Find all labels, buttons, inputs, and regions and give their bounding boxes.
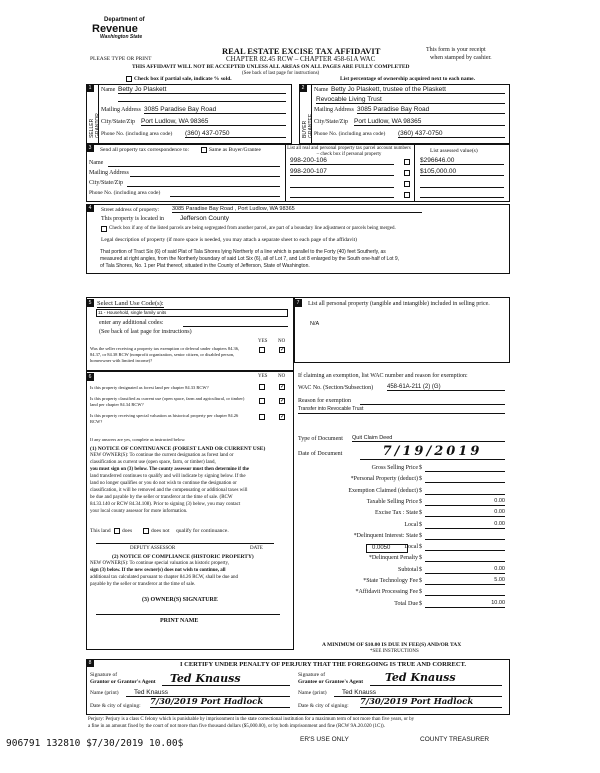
partial-sale-checkbox[interactable] xyxy=(126,76,132,82)
tax-row-dollar: $ xyxy=(419,544,422,550)
tax-row-value[interactable] xyxy=(425,475,505,483)
tax-row-label: Gross Selling Price xyxy=(371,465,418,471)
s3-mailing-label: Mailing Address xyxy=(89,170,129,176)
doc-type-field[interactable]: Quit Claim Deed xyxy=(352,435,505,442)
notice-2-line-2: sign (3) below. If the new owner(s) does not wish to continue, all xyxy=(90,568,226,573)
perjury-line-2: a fine in an amount fixed by the court of not more than five thousand dollars ($5,000.00), or by both imprisonment and fine (RCW 9A.20.020 (1C)). xyxy=(88,724,385,729)
grantee-date-field[interactable]: 7/30/2019 Port Hadlock xyxy=(360,697,502,708)
notice-2-line-4: payable by the seller or transferor at the time of sale. xyxy=(90,582,196,587)
county-treasurer-label: COUNTY TREASURER xyxy=(420,736,490,743)
notice-1-line-4: land transferred continues to qualify and will indicate by signing below. If the xyxy=(90,474,246,479)
land-does-checkbox[interactable] xyxy=(114,528,120,534)
grantee-sig-label-1: Signature of xyxy=(298,672,326,678)
tax-row-label: *Affidavit Processing Fee xyxy=(355,589,418,595)
street-label: Street address of property: xyxy=(101,207,160,213)
seller-mailing-field[interactable]: 3085 Paradise Bay Road xyxy=(144,106,286,114)
notice-1-line-2: classification as current use (open space, farm, or timber) land, xyxy=(90,460,216,465)
parcel-1-personal-checkbox[interactable] xyxy=(404,159,410,165)
s5-no: NO xyxy=(278,339,286,344)
tax-row-dollar: $ xyxy=(419,488,422,494)
county-field[interactable]: Jefferson County xyxy=(180,215,230,222)
s3-phone-label: Phone No. (including area code) xyxy=(89,190,161,196)
exemption-claim-label: If claiming an exemption, list WAC number and reason for exemption: xyxy=(298,373,468,379)
owner-signature-label: (3) OWNER(S) SIGNATURE xyxy=(142,597,218,603)
land-does-not-checkbox[interactable] xyxy=(143,528,149,534)
buyer-mailing-label: Mailing Address xyxy=(314,107,354,113)
land-does-not-label: does not xyxy=(151,528,170,534)
s6-question-3: Is this property receiving special valuation as historical property per chapter 84.26 RCW? xyxy=(90,413,239,424)
notice-1-line-8: 84.33.140 or RCW 84.34.108). Prior to signing (3) below, you may contact xyxy=(90,502,241,507)
notice-2-line-1: NEW OWNER(S): To continue special valuation as historic property, xyxy=(90,561,229,566)
tax-row-label: Taxable Selling Price xyxy=(366,499,418,505)
s6-q2-yes-checkbox[interactable] xyxy=(259,398,265,404)
tax-row-value[interactable]: 0.00 xyxy=(425,498,505,506)
print-name-label: PRINT NAME xyxy=(160,618,199,624)
land-use-value: 11 - Household, single family units xyxy=(98,310,167,315)
tax-row-dollar: $ xyxy=(419,476,422,482)
tax-row-dollar: $ xyxy=(419,522,422,528)
local-rate-value: 0.0050 xyxy=(372,545,391,551)
land-does-label: does xyxy=(122,528,133,534)
land-use-see-back: (See back of last page for instructions) xyxy=(99,329,192,335)
s6-q1-no-checkbox[interactable]: ✓ xyxy=(280,384,286,390)
notice-1-title: (1) NOTICE OF CONTINUANCE (FOREST LAND OR CURRENT USE) xyxy=(90,446,266,452)
values-header: List assessed value(s) xyxy=(430,148,478,154)
grantor-signature: Ted Knauss xyxy=(170,672,241,685)
s6-no: NO xyxy=(278,374,286,379)
buyer-phone-field[interactable]: (360) 437-0750 xyxy=(398,130,505,138)
section-4-number: 4 xyxy=(86,204,94,212)
s6-q3-yes-checkbox[interactable] xyxy=(259,414,265,420)
section-6-number: 6 xyxy=(86,373,94,381)
tax-row-dollar: $ xyxy=(419,465,422,471)
s3-name-label: Name xyxy=(89,160,104,166)
deputy-assessor-label: DEPUTY ASSESSOR xyxy=(130,546,176,551)
s6-q3-no-checkbox[interactable]: ✓ xyxy=(280,414,286,420)
parcel-4-personal-checkbox[interactable] xyxy=(404,192,410,198)
tax-row-value[interactable] xyxy=(425,554,505,562)
tax-row-value[interactable]: 5.00 xyxy=(425,577,505,585)
tax-row-label: Excise Tax : State xyxy=(375,510,418,516)
notice-1-line-5: land no longer qualifies or you do not wish to continue the designation or xyxy=(90,481,237,486)
s6-question-1: Is this property designated as forest land per chapter 84.33 RCW? xyxy=(90,385,209,390)
land-use-label: Select Land Use Code(s): xyxy=(97,300,164,307)
notice-1-line-3: you must sign on (3) below. The county assessor must then determine if the xyxy=(90,467,249,472)
grantee-date-label: Date & city of signing: xyxy=(298,703,349,709)
notice-1-line-6: classification, it will be removed and the compensating or additional taxes will xyxy=(90,488,248,493)
tax-row-label: *Delinquent Interest: State xyxy=(353,533,418,539)
buyer-phone-label: Phone No. (including area code) xyxy=(314,131,386,137)
legal-line-2: measured at right angles, from the Northerly boundary of said Lot Six (6), all of Lot 7, and Lot 8 enlarged by the South one-half of Lot 9, xyxy=(100,256,400,262)
s5-yes: YES xyxy=(258,339,268,344)
value-1-field[interactable]: $296646.00 xyxy=(420,157,504,165)
qualify-label: qualify for continuance. xyxy=(176,528,229,534)
value-2-field[interactable]: $105,000.00 xyxy=(420,168,504,176)
tax-row-value[interactable]: 0.00 xyxy=(425,509,505,517)
partial-sale-label: Check box if partial sale, indicate % sold. xyxy=(134,76,232,82)
assessor-date-label: DATE xyxy=(250,546,263,551)
tax-row-value[interactable] xyxy=(425,543,505,551)
personal-property-label: List all personal property (tangible and intangible) included in selling price. xyxy=(308,301,490,307)
grantee-name-field[interactable]: Ted Knauss xyxy=(334,689,502,697)
form-chapter: CHAPTER 82.45 RCW – CHAPTER 458-61A WAC xyxy=(226,55,376,63)
tax-row-label: *Delinquent Penalty xyxy=(368,555,418,561)
section-7-number: 7 xyxy=(294,299,302,307)
located-label: This property is located in xyxy=(101,216,164,222)
form-see-back: (See back of last page for instructions) xyxy=(242,71,320,76)
tax-row-label: Local xyxy=(404,522,418,528)
form-title: REAL ESTATE EXCISE TAX AFFIDAVIT xyxy=(222,46,381,56)
dor-logo xyxy=(92,17,145,41)
notice-1-line-9: your local county assessor for more information. xyxy=(90,509,188,514)
section-5-number: 5 xyxy=(86,299,94,307)
parcel-2-personal-checkbox[interactable] xyxy=(404,170,410,176)
seller-side-label: SELLER GRANTOR xyxy=(89,113,101,138)
buyer-city-field[interactable]: Port Ludlow, WA 98365 xyxy=(354,118,505,126)
notice-1-line-7: be due and payable by the seller or transferor at the time of sale. (RCW xyxy=(90,495,233,500)
grantor-name-label: Name (print) xyxy=(90,690,119,696)
tax-row-value[interactable] xyxy=(425,487,505,495)
section-1-number: 1 xyxy=(86,84,94,92)
tax-row-dollar: $ xyxy=(419,589,422,595)
parcel-3-personal-checkbox[interactable] xyxy=(404,181,410,187)
same-as-buyer-checkbox[interactable] xyxy=(201,147,207,153)
s5-q1-yes-checkbox[interactable] xyxy=(259,347,265,353)
s6-q2-no-checkbox[interactable]: ✓ xyxy=(280,398,286,404)
reason-label: Reason for exemption xyxy=(298,398,351,404)
grantor-name-field[interactable]: Ted Knauss xyxy=(126,689,290,697)
county-stamp: 906791 132810 $7/30/2019 10.00$ xyxy=(6,738,184,749)
percentage-note: List percentage of ownership acquired next to each name. xyxy=(340,76,475,82)
tax-row-value[interactable]: 0.00 xyxy=(425,566,505,574)
tax-row-label: *Personal Property (deduct) xyxy=(350,476,418,482)
tax-row-dollar: $ xyxy=(419,533,422,539)
street-field[interactable]: 3085 Paradise Bay Road , Port Ludlow, WA 98365 xyxy=(172,206,422,213)
wac-field[interactable]: 458-61A-211 (2) (G) xyxy=(387,384,505,391)
see-instructions-note: *SEE INSTRUCTIONS xyxy=(370,649,419,654)
seller-name-label: Name xyxy=(101,87,116,93)
notice-2-title: (2) NOTICE OF COMPLIANCE (HISTORIC PROPERTY) xyxy=(112,554,254,560)
buyer-name-label: Name xyxy=(314,87,329,93)
s6-question-2: Is this property classified as current use (open space, farm and agricultural, or timber) land per chapter 84.34 RCW? xyxy=(90,396,245,407)
s5-question-1: Was the seller receiving a property tax exemption or deferral under chapters 84.36, 84.37, or 84.38 RCW (nonprofit organization, senior citizen, or disabled person, homeowner with limited income)? xyxy=(90,346,240,363)
personal-property-value[interactable]: N/A xyxy=(310,321,320,327)
tax-row-label: Local xyxy=(404,544,418,550)
tax-row-label: Total Due xyxy=(394,601,418,607)
logo-line2: Revenue xyxy=(92,23,138,35)
wac-label: WAC No. (Section/Subsection) xyxy=(298,385,374,391)
grantor-sig-label-1: Signature of xyxy=(90,672,118,678)
notice-2-line-3: additional tax calculated pursuant to chapter 84.26 RCW, shall be due and xyxy=(90,575,238,580)
form-notice: THIS AFFIDAVIT WILL NOT BE ACCEPTED UNLESS ALL AREAS ON ALL PAGES ARE FULLY COMPLETED xyxy=(132,64,410,70)
buyer-side-label: BUYER GRANTEE xyxy=(302,113,314,138)
section-2-number: 2 xyxy=(299,84,307,92)
s6-yes: YES xyxy=(258,374,268,379)
tax-row-label: Subtotal xyxy=(397,567,418,573)
s6-if-any: If any answers are yes, complete as instructed below. xyxy=(90,437,186,442)
doc-date-label: Date of Document xyxy=(298,451,343,457)
legal-line-1: That portion of Tract Six (6) of said Plat of Tala Shores lying Northerly of a line which is parallel to the Forty (40) feet Southerly, as xyxy=(100,249,386,255)
grantor-date-label: Date & city of signing: xyxy=(90,703,141,709)
perjury-line-1: Perjury: Perjury is a class C felony which is punishable by imprisonment in the state correctional institution for a maximum term of not more than five years, or by xyxy=(88,717,415,722)
grantor-sig-label-2: Grantor or Grantor's Agent xyxy=(90,679,156,685)
notice-1-line-1: NEW OWNER(S): To continue the current designation as forest land or xyxy=(90,453,234,458)
seller-phone-field[interactable]: (360) 437-0750 xyxy=(185,130,286,138)
buyer-name-field-2[interactable]: Revocable Living Trust xyxy=(316,96,505,104)
tax-row-dollar: $ xyxy=(419,567,422,573)
minimum-fee-note: A MINIMUM OF $10.00 IS DUE IN FEE(S) AND/OR TAX xyxy=(322,642,462,648)
logo-line3: Washington State xyxy=(100,34,143,40)
this-land-label: This land xyxy=(90,528,111,534)
tax-row-label: *State Technology Fee xyxy=(363,578,418,584)
tax-row-dollar: $ xyxy=(419,601,422,607)
grantee-sig-label-2: Grantee or Grantee's Agent xyxy=(298,679,364,685)
tax-row-value[interactable] xyxy=(425,588,505,596)
section-8-number: 8 xyxy=(86,659,94,667)
certify-statement: I CERTIFY UNDER PENALTY OF PERJURY THAT THE FOREGOING IS TRUE AND CORRECT. xyxy=(180,661,467,668)
send-all-label: Send all property tax correspondence to: xyxy=(100,147,190,153)
tax-row-label: Exemption Claimed (deduct) xyxy=(348,488,418,494)
legal-line-3: of Tala Shores, No. 1 per Plat thereof, situated in the County of Jefferson, State of Washington. xyxy=(100,263,310,269)
section-3-number: 3 xyxy=(86,144,94,152)
seller-name-field[interactable]: Betty Jo Plaskett xyxy=(118,86,286,94)
grantor-date-field[interactable]: 7/30/2019 Port Hadlock xyxy=(150,697,290,708)
tax-row-value[interactable] xyxy=(425,464,505,472)
additional-codes-label: enter any additional codes: xyxy=(99,320,164,326)
grantee-signature: Ted Knauss xyxy=(385,671,456,684)
seller-phone-label: Phone No. (including area code) xyxy=(101,131,173,137)
s3-city-label: City/State/Zip xyxy=(89,180,123,186)
doc-type-label: Type of Document xyxy=(298,436,343,442)
parcels-header: List all real and personal property tax parcel account numbers – check box if personal property xyxy=(287,146,411,157)
grantee-name-label: Name (print) xyxy=(298,690,327,696)
receipt-note-1: This form is your receipt xyxy=(426,47,486,53)
s6-q1-yes-checkbox[interactable] xyxy=(259,384,265,390)
tax-row-value[interactable]: 10.00 xyxy=(425,600,505,608)
parcel-2-field[interactable]: 998-200-107 xyxy=(290,168,394,176)
reason-field[interactable]: Transfer into Revocable Trust xyxy=(298,406,364,412)
please-type: PLEASE TYPE OR PRINT xyxy=(90,56,152,62)
logo-line1: Department of xyxy=(104,17,145,23)
s5-q1-no-checkbox[interactable]: ✓ xyxy=(280,347,286,353)
tax-row-dollar: $ xyxy=(419,499,422,505)
buyer-mailing-field[interactable]: 3085 Paradise Bay Road xyxy=(357,106,505,114)
tax-row-value[interactable] xyxy=(425,532,505,540)
tax-row-value[interactable]: 0.00 xyxy=(425,521,505,529)
same-as-buyer-label: Same as Buyer/Grantee xyxy=(209,147,261,153)
buyer-city-label: City/State/Zip xyxy=(314,119,348,125)
tax-row-dollar: $ xyxy=(419,555,422,561)
tax-row-dollar: $ xyxy=(419,510,422,516)
seller-mailing-label: Mailing Address xyxy=(101,107,141,113)
receipt-note-2: when stamped by cashier. xyxy=(430,55,492,61)
buyer-name-field-1[interactable]: Betty Jo Plaskett, trustee of the Plaskett xyxy=(331,86,505,94)
doc-date-field[interactable]: 7/19/2019 xyxy=(360,444,505,460)
users-only-label: ER'S USE ONLY xyxy=(300,736,349,743)
segregated-checkbox[interactable] xyxy=(101,226,107,232)
legal-label: Legal description of property (if more space is needed, you may attach a separate sheet to each page of the affidavit) xyxy=(101,237,357,243)
parcel-1-field[interactable]: 998-200-106 xyxy=(290,157,394,165)
seller-city-label: City/State/Zip xyxy=(101,119,135,125)
tax-row-dollar: $ xyxy=(419,578,422,584)
segregated-label: Check box if any of the listed parcels are being segregated from another parcel, are part of a boundary line adjustment or parcels being merged. xyxy=(109,226,396,231)
seller-city-field[interactable]: Port Ludlow, WA 98365 xyxy=(141,118,286,126)
